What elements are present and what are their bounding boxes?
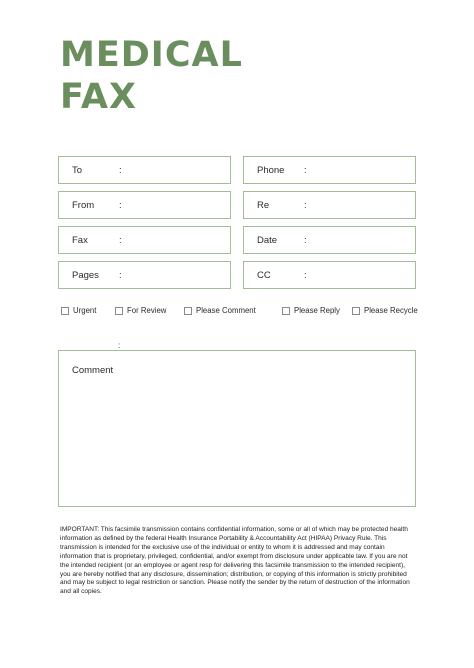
confidentiality-notice: IMPORTANT: This facsimile transmission contains confidential information, some or all of which may be protected health information as defined by the federal Health Insurance Portability & Accountability Act (HIPAA) Privacy Rule. This transmission is intended for the exclusive use of the individual or entity to whom it is addressed and may contain information that is proprietary, privileged, confidential, and/or exempt from disclosure under applicable law. If you are not the intended recipient (or an employee or agent resp for delivering this facsimile transmission to the intended recipient), you are hereby notified that any disclosure, dissemination; distribution, or copying of this information is strictly prohibited and may be subject to legal restriction or sanction. Please notify the sender by the return of destruction of the information and all copies.: [60, 526, 410, 596]
cc-label: CC: [257, 269, 271, 281]
date-field[interactable]: [243, 226, 416, 254]
pages-colon: :: [119, 269, 122, 281]
please-comment-label: Please Comment: [196, 306, 256, 315]
re-colon: :: [304, 199, 307, 211]
for-review-option[interactable]: [115, 306, 166, 315]
title-line-medical: MEDICAL: [60, 35, 243, 75]
from-field[interactable]: [58, 191, 231, 219]
date-colon: :: [304, 234, 307, 246]
re-label: Re: [257, 199, 270, 211]
for-review-label: For Review: [127, 306, 167, 315]
fax-colon: :: [119, 234, 122, 246]
please-recycle-checkbox[interactable]: [352, 307, 360, 315]
cc-colon: :: [304, 269, 307, 281]
please-reply-label: Please Reply: [294, 306, 340, 315]
urgent-label: Urgent: [73, 306, 97, 315]
to-label: To: [72, 164, 83, 176]
date-label: Date: [257, 234, 278, 246]
for-review-checkbox[interactable]: [115, 307, 123, 315]
title-line-fax: FAX: [60, 77, 137, 117]
comment-box[interactable]: [58, 350, 416, 507]
cc-field[interactable]: [243, 261, 416, 289]
please-comment-checkbox[interactable]: [184, 307, 192, 315]
to-field[interactable]: [58, 156, 231, 184]
options-row: [0, 306, 474, 320]
pages-field[interactable]: [58, 261, 231, 289]
please-comment-option[interactable]: [184, 306, 256, 315]
please-reply-checkbox[interactable]: [282, 307, 290, 315]
please-recycle-label: Please Recycle: [364, 306, 418, 315]
please-reply-option[interactable]: [282, 306, 340, 315]
phone-field[interactable]: [243, 156, 416, 184]
to-colon: :: [119, 164, 122, 176]
urgent-checkbox[interactable]: [61, 307, 69, 315]
from-label: From: [72, 199, 95, 211]
re-field[interactable]: [243, 191, 416, 219]
fax-label: Fax: [72, 234, 88, 246]
page-title: [60, 34, 243, 118]
phone-label: Phone: [257, 164, 285, 176]
stray-colon: :: [118, 341, 121, 350]
comment-label: Comment: [72, 365, 114, 376]
urgent-option[interactable]: [61, 306, 96, 315]
pages-label: Pages: [72, 269, 99, 281]
fax-field[interactable]: [58, 226, 231, 254]
please-recycle-option[interactable]: [352, 306, 418, 315]
phone-colon: :: [304, 164, 307, 176]
from-colon: :: [119, 199, 122, 211]
